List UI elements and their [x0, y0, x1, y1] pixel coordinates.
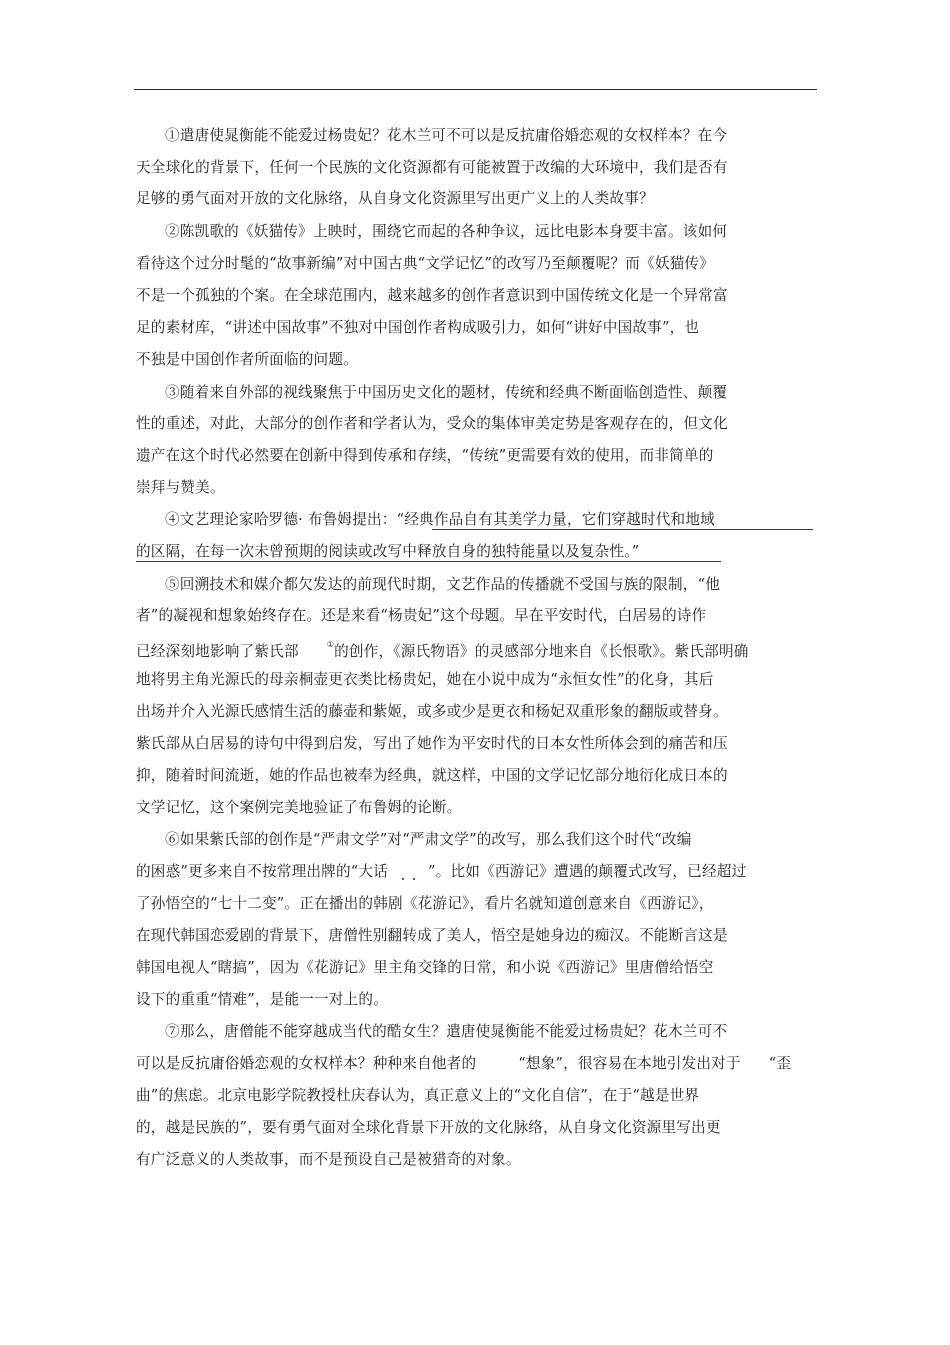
paragraph-7-line-2 [136, 1054, 791, 1074]
paragraph-5-line-3 [136, 638, 749, 662]
paragraph-5-line-5: 出场并介入光源氏感情生活的藤壶和紫姬，或多或少是更衣和杨妃双重形象的翻版或替身。 [136, 703, 728, 720]
paragraph-6-line-5: 韩国电视人“瞎搞”，因为《花游记》里主角交锋的日常，和小说《西游记》里唐僧给悟空 [136, 959, 714, 976]
paragraph-5-line-6: 紫氏部从白居易的诗句中得到启发，写出了她作为平安时代的日本女性所体会到的痛苦和压 [136, 735, 728, 752]
paragraph-6-line-2-end: ”。比如《西游记》遭遇的颠覆式改写，已经超过 [428, 863, 747, 880]
paragraph-1-line-2: 天全球化的背景下，任何一个民族的文化资源都有可能被置于改编的大环境中，我们是否有 [136, 159, 728, 176]
paragraph-7-line-1: ⑦那么，唐僧能不能穿越成当代的酷女生？遣唐使晁衡能不能爱过杨贵妃？花木兰可不 [165, 1023, 728, 1040]
paragraph-3-line-2: 性的重述，对此，大部分的创作者和学者认为，受众的集体审美定势是客观存在的，但文化 [136, 415, 728, 432]
paragraph-5-line-3-start: 已经深刻地影响了紫氏部 [136, 642, 299, 660]
paragraph-5-line-1: ⑤回溯技术和媒介都欠发达的前现代时期，文艺作品的传播就不受国与族的限制，“他 [165, 576, 721, 593]
paragraph-6-line-1: ⑥如果紫氏部的创作是“严肃文学”对“严肃文学”的改写，那么我们这个时代“改编 [165, 831, 692, 848]
paragraph-7-line-2-start: 可以是反抗庸俗婚恋观的女权样本？种种来自他者的 [136, 1055, 477, 1072]
paragraph-7-line-5: 有广泛意义的人类故事，而不是预设自己是被猎奇的对象。 [136, 1151, 521, 1168]
paragraph-7-line-4: 的，越是民族的”，要有勇气面对全球化背景下开放的文化脉络，从自身文化资源里写出更 [136, 1119, 721, 1136]
paragraph-6-line-2-start: 的困惑”更多来自不按常理出牌的“大话 [136, 863, 389, 880]
paragraph-1-line-3: 足够的勇气面对开放的文化脉络，从自身文化资源里写出更广义上的人类故事？ [136, 190, 654, 207]
paragraph-7-line-3: 曲”的焦虑。北京电影学院教授杜庆春认为，真正意义上的“文化自信”，在于“越是世界 [136, 1087, 700, 1104]
paragraph-5-line-2: 者”的凝视和想象始终存在。还是来看“杨贵妃”这个母题。早在平安时代，白居易的诗作 [136, 607, 707, 624]
paragraph-3-line-1: ③随着来自外部的视线聚焦于中国历史文化的题材，传统和经典不断面临创造性、颠覆 [165, 384, 728, 401]
paragraph-5-line-4: 地将男主角光源氏的母亲桐壶更衣类比杨贵妃，她在小说中成为“永恒女性”的化身，其后 [136, 671, 714, 688]
footnote-mark: ① [326, 640, 335, 649]
quote-underline-2 [136, 561, 721, 562]
paragraph-1-line-1: ①遣唐使晁衡能不能爱过杨贵妃？花木兰可不可以是反抗庸俗婚恋观的女权样本？在今 [165, 127, 728, 144]
paragraph-2-line-5: 不独是中国创作者所面临的问题。 [136, 351, 358, 368]
paragraph-6-line-3: 了孙悟空的“七十二变”。正在播出的韩剧《花游记》，看片名就知道创意来自《西游记》， [136, 895, 714, 912]
paragraph-4-line-1: ④文艺理论家哈罗德· 布鲁姆提出：“经典作品自有其美学力量，它们穿越时代和地域 [165, 511, 715, 528]
paragraph-5-line-7: 抑，随着时间流逝，她的作品也被奉为经典，就这样，中国的文学记忆部分地衍化成日本的 [136, 767, 728, 784]
paragraph-4-line-2: 的区隔，在每一次未曾预期的阅读或改写中释放自身的独特能量以及复杂性。” [136, 543, 640, 560]
paragraph-5-line-3-end: 的创作，《源氏物语》的灵感部分地来自《长恨歌》。紫氏部明确 [334, 642, 749, 660]
header-rule [134, 89, 817, 90]
paragraph-6-line-4: 在现代韩国恋爱剧的背景下，唐僧性别翻转成了美人，悟空是她身边的痴汉。不能断言这是 [136, 927, 728, 944]
paragraph-2-line-4: 足的素材库，“讲述中国故事”不独对中国创作者构成吸引力，如何“讲好中国故事”，也 [136, 319, 700, 336]
paragraph-3-line-4: 崇拜与赞美。 [136, 479, 225, 496]
paragraph-7-line-2-end: “歪 [768, 1055, 792, 1072]
quote-underline-1 [432, 529, 813, 530]
paragraph-3-line-3: 遗产在这个时代必然要在创新中得到传承和存续，“传统”更需要有效的使用，而非简单的 [136, 447, 714, 464]
emphasis-dots [388, 862, 428, 882]
paragraph-2-line-1: ②陈凯歌的《妖猫传》上映时，围绕它而起的各种争议，远比电影本身要丰富。该如何 [165, 223, 728, 240]
paragraph-7-line-2-mid: “想象”，很容易在本地引发出对于 [518, 1055, 741, 1072]
paragraph-6-line-2 [136, 862, 746, 882]
paragraph-2-line-2: 看待这个过分时髦的“故事新编”对中国古典“文学记忆”的改写乃至颠覆呢？而《妖猫传》 [136, 255, 715, 272]
paragraph-2-line-3: 不是一个孤独的个案。在全球范围内，越来越多的创作者意识到中国传统文化是一个异常富 [136, 287, 728, 304]
paragraph-5-line-8: 文学记忆，这个案例完美地验证了布鲁姆的论断。 [136, 799, 462, 816]
paragraph-6-line-6: 设下的重重“情难”，是能一一对上的。 [136, 991, 389, 1008]
